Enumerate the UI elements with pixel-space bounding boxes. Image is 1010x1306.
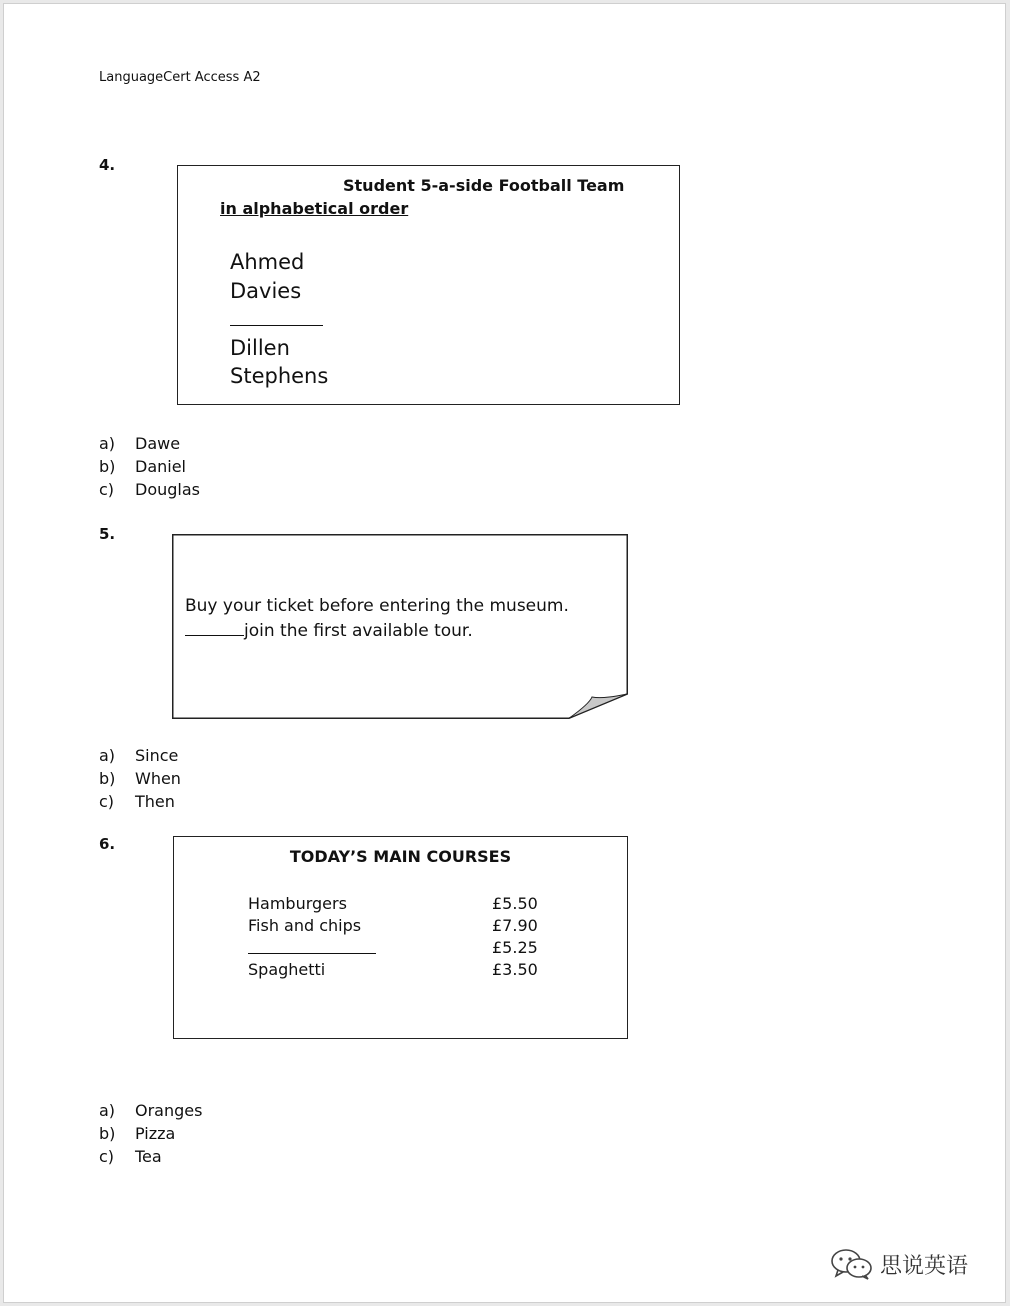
team-name-list: [230, 248, 328, 391]
option-a[interactable]: a) Oranges: [99, 1101, 203, 1120]
team-name: Dillen: [230, 335, 290, 360]
menu-notice: [173, 836, 628, 1039]
question-4-number: 4.: [99, 156, 116, 174]
team-name: Davies: [230, 278, 302, 303]
option-a[interactable]: a) Dawe: [99, 434, 181, 453]
watermark: [830, 1247, 968, 1281]
answer-blank: [248, 938, 376, 954]
option-a[interactable]: a) Since: [99, 746, 179, 765]
team-name: Stephens: [230, 364, 329, 388]
option-b[interactable]: b) Pizza: [99, 1124, 176, 1143]
notice-title: Student 5-a-side Football Team: [343, 176, 625, 195]
question-4-options: [99, 432, 200, 501]
option-c[interactable]: c) Douglas: [99, 480, 200, 499]
menu-item: Fish and chips £7.90: [248, 916, 538, 935]
menu-item-blank: £5.25: [248, 938, 548, 960]
watermark-text: 思说英语: [880, 1253, 969, 1279]
menu-item: Hamburgers £5.50: [248, 894, 538, 913]
notice-line-2: join the first available tour.: [185, 619, 569, 644]
museum-notice: [172, 534, 628, 719]
question-5-number: 5.: [99, 525, 116, 543]
option-c[interactable]: c) Tea: [99, 1147, 162, 1166]
document-page: [3, 3, 1006, 1303]
wechat-icon: [830, 1247, 874, 1281]
answer-blank: [185, 620, 244, 636]
answer-blank: [230, 305, 328, 334]
menu-item: Spaghetti £3.50: [248, 960, 538, 979]
question-6-number: 6.: [99, 835, 116, 853]
document-header: LanguageCert Access A2: [99, 70, 261, 85]
notice-subtitle: in alphabetical order: [220, 199, 409, 218]
notice-line-1: Buy your ticket before entering the museum.: [185, 596, 569, 616]
option-b[interactable]: b) Daniel: [99, 457, 186, 476]
team-name: Ahmed: [230, 250, 305, 274]
football-team-notice: [177, 165, 680, 405]
question-6-options: [99, 1099, 202, 1168]
option-c[interactable]: c) Then: [99, 792, 175, 811]
question-5-options: [99, 744, 181, 813]
option-b[interactable]: b) When: [99, 769, 181, 788]
notice-text: [185, 594, 569, 644]
menu-title: TODAY’S MAIN COURSES: [289, 847, 512, 866]
